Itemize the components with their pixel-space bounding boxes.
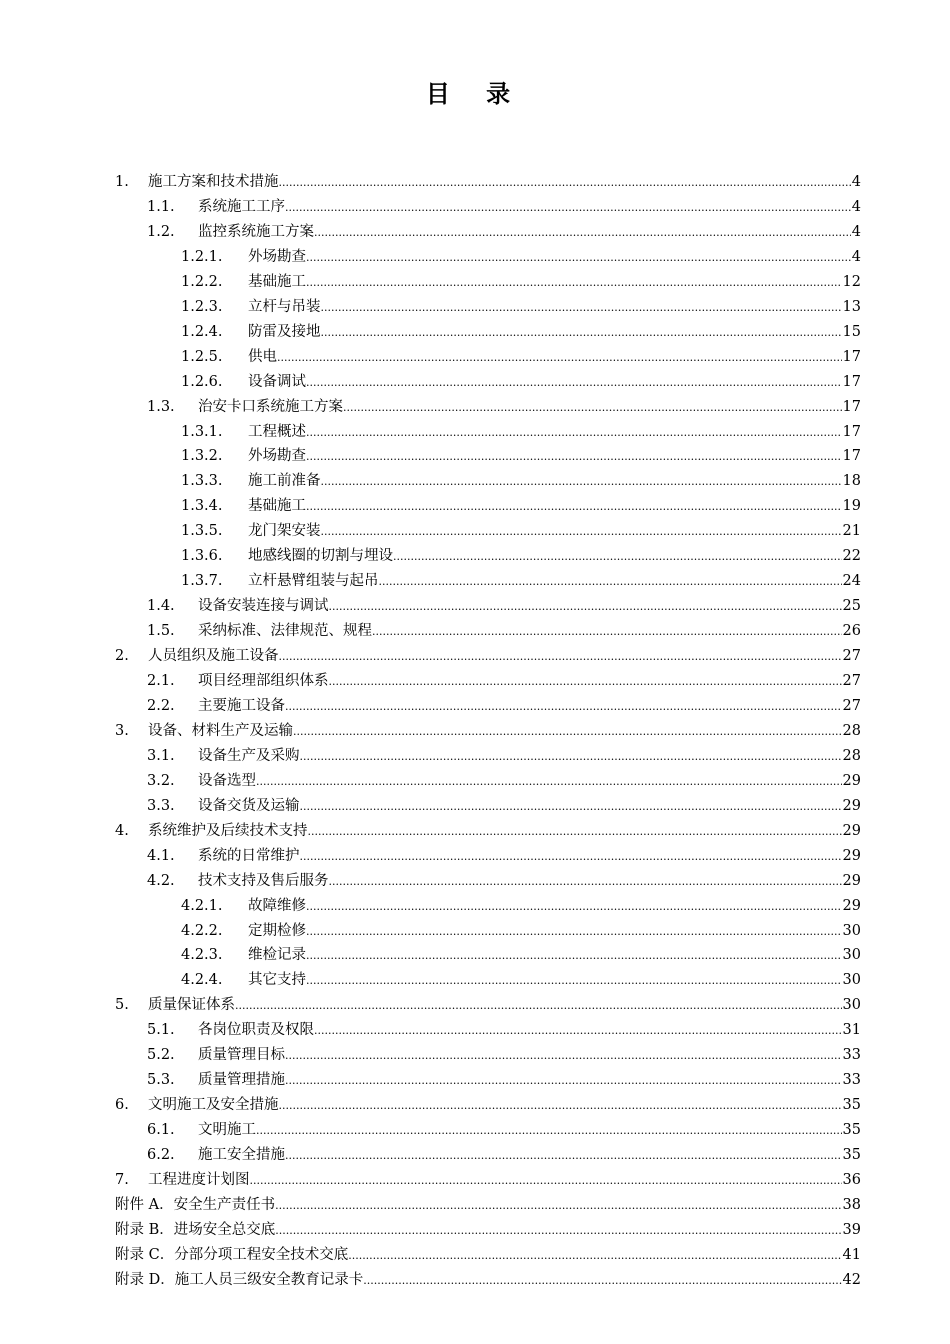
toc-page-number: 27 <box>842 697 861 714</box>
toc-dot-leader <box>343 395 842 420</box>
toc-page-number: 19 <box>842 498 861 515</box>
toc-entry-number: 3. <box>115 722 129 739</box>
toc-entry-number: 4.2.1. <box>181 897 223 914</box>
toc-entry-number: 1.4. <box>147 598 175 615</box>
toc-entry-title: 设备生产及采购 <box>198 747 300 764</box>
toc-page-number: 17 <box>842 423 861 440</box>
toc-entry-title: 文明施工 <box>198 1122 256 1139</box>
toc-entry-number: 1.3.2. <box>181 448 223 465</box>
toc-dot-leader <box>235 993 842 1018</box>
toc-entry-number: 1.1. <box>147 198 175 215</box>
toc-page-number: 18 <box>842 473 861 490</box>
toc-dot-leader <box>285 1043 842 1068</box>
toc-entry[interactable] <box>0 1168 950 1193</box>
toc-entry[interactable] <box>0 619 950 644</box>
toc-entry-number: 4.2.4. <box>181 972 223 989</box>
toc-page-number: 31 <box>842 1022 861 1039</box>
toc-dot-leader <box>321 469 842 494</box>
toc-entry-number: 4.1. <box>147 847 175 864</box>
toc-entry-number: 5.3. <box>147 1072 175 1089</box>
toc-page-number: 29 <box>842 897 861 914</box>
toc-dot-leader <box>321 320 842 345</box>
toc-page-number: 30 <box>842 972 861 989</box>
toc-entry-number: 1.3.5. <box>181 523 223 540</box>
toc-entry-number: 1.3.7. <box>181 573 223 590</box>
toc-entry-title: 外场勘查 <box>248 448 306 465</box>
toc-dot-leader <box>348 1243 841 1268</box>
toc-entry-number: 1.2.2. <box>181 273 223 290</box>
toc-entry-title: 龙门架安装 <box>248 523 321 540</box>
toc-dot-leader <box>393 544 842 569</box>
toc-dot-leader <box>300 744 842 769</box>
toc-dot-leader <box>314 1018 842 1043</box>
toc-entry[interactable] <box>0 1043 950 1068</box>
toc-dot-leader <box>363 1268 841 1293</box>
toc-dot-leader <box>379 569 842 594</box>
toc-page-number: 29 <box>842 872 861 889</box>
toc-entry-number: 3.1. <box>147 747 175 764</box>
toc-entry-title: 主要施工设备 <box>198 697 285 714</box>
toc-entry-title: 设备交货及运输 <box>198 797 300 814</box>
toc-entry-number: 6.2. <box>147 1147 175 1164</box>
toc-entry-title: 基础施工 <box>248 498 306 515</box>
toc-entry[interactable] <box>0 320 950 345</box>
toc-page-number: 17 <box>842 348 861 365</box>
toc-entry[interactable] <box>0 345 950 370</box>
toc-page-number: 27 <box>842 648 861 665</box>
toc-entry[interactable] <box>0 1193 950 1218</box>
toc-dot-leader <box>306 894 842 919</box>
toc-entry[interactable] <box>0 1218 950 1243</box>
toc-page-number: 4 <box>851 248 861 265</box>
toc-entry-title: 立杆与吊装 <box>248 298 321 315</box>
toc-entry-number: 5.2. <box>147 1047 175 1064</box>
toc-entry[interactable] <box>0 1068 950 1093</box>
toc-page-number: 33 <box>842 1072 861 1089</box>
toc-page-number: 35 <box>842 1097 861 1114</box>
toc-entry-number: 4.2.3. <box>181 947 223 964</box>
toc-entry-title: 设备选型 <box>198 772 256 789</box>
toc-entry[interactable] <box>0 719 950 744</box>
toc-dot-leader <box>256 769 842 794</box>
toc-entry-number: 4.2. <box>147 872 175 889</box>
toc-page-number: 24 <box>842 573 861 590</box>
toc-entry-title: 设备安装连接与调试 <box>198 598 329 615</box>
toc-dot-leader <box>285 694 842 719</box>
toc-entry-title: 附录 B．进场安全总交底 <box>115 1221 276 1238</box>
toc-entry[interactable] <box>0 669 950 694</box>
toc-dot-leader <box>308 819 842 844</box>
toc-dot-leader <box>329 669 842 694</box>
toc-entry-number: 6. <box>115 1097 129 1114</box>
toc-entry-number: 1.2.5. <box>181 348 223 365</box>
toc-page-number: 22 <box>842 548 861 565</box>
toc-page-number: 17 <box>842 373 861 390</box>
toc-page-number: 30 <box>842 922 861 939</box>
toc-dot-leader <box>279 1093 842 1118</box>
toc-page-number: 28 <box>842 722 861 739</box>
toc-dot-leader <box>329 869 842 894</box>
toc-entry[interactable] <box>0 245 950 270</box>
toc-entry-number: 5. <box>115 997 129 1014</box>
toc-entry[interactable] <box>0 844 950 869</box>
toc-dot-leader <box>306 270 842 295</box>
toc-entry-title: 附录 D．施工人员三级安全教育记录卡 <box>115 1271 364 1288</box>
toc-page-number: 21 <box>842 523 861 540</box>
toc-entry-number: 1. <box>115 174 129 190</box>
toc-entry-title: 工程概述 <box>248 423 306 440</box>
toc-entry[interactable] <box>0 1268 950 1293</box>
toc-entry-number: 1.2. <box>147 223 175 240</box>
toc-page-number: 33 <box>842 1047 861 1064</box>
toc-entry-number: 2.1. <box>147 673 175 689</box>
toc-entry-title: 工程进度计划图 <box>148 1172 250 1188</box>
toc-page-number: 30 <box>842 947 861 964</box>
toc-entry-title: 采纳标准、法律规范、规程 <box>198 623 372 640</box>
toc-entry-title: 其它支持 <box>248 972 306 989</box>
toc-entry-number: 1.2.1. <box>181 248 223 265</box>
toc-page-number: 30 <box>842 997 861 1014</box>
toc-page-number: 28 <box>842 747 861 764</box>
toc-dot-leader <box>277 345 842 370</box>
toc-entry[interactable] <box>0 295 950 320</box>
toc-entry[interactable] <box>0 1143 950 1168</box>
toc-dot-leader <box>256 1118 842 1143</box>
toc-page-number: 41 <box>842 1246 861 1263</box>
toc-entry[interactable] <box>0 444 950 469</box>
toc-entry[interactable] <box>0 1118 950 1143</box>
toc-entry-number: 3.2. <box>147 772 175 789</box>
toc-page-number: 27 <box>842 673 861 689</box>
toc-dot-leader <box>300 794 842 819</box>
toc-dot-leader <box>306 444 842 469</box>
toc-entry[interactable] <box>0 919 950 944</box>
toc-entry-number: 1.2.4. <box>181 323 223 340</box>
toc-entry[interactable] <box>0 195 950 220</box>
toc-page-number: 29 <box>842 797 861 814</box>
toc-entry-number: 1.3. <box>147 398 175 415</box>
toc-entry[interactable] <box>0 744 950 769</box>
toc-entry-title: 各岗位职责及权限 <box>198 1022 314 1039</box>
toc-entry[interactable] <box>0 395 950 420</box>
toc-dot-leader <box>314 220 851 245</box>
toc-entry-title: 定期检修 <box>248 922 306 939</box>
toc-entry[interactable] <box>0 594 950 619</box>
toc-dot-leader <box>321 295 842 320</box>
toc-dot-leader <box>250 1168 842 1193</box>
toc-entry-number: 7. <box>115 1172 129 1188</box>
toc-entry[interactable] <box>0 943 950 968</box>
toc-entry[interactable] <box>0 819 950 844</box>
toc-entry-title: 附录 C．分部分项工程安全技术交底 <box>115 1246 349 1263</box>
toc-page-number: 35 <box>842 1122 861 1139</box>
toc-entry-title: 维检记录 <box>248 947 306 964</box>
toc-dot-leader <box>306 968 842 993</box>
toc-dot-leader <box>275 1193 841 1218</box>
toc-page-number: 12 <box>842 273 861 290</box>
toc-page-number: 17 <box>842 448 861 465</box>
toc-entry[interactable] <box>0 469 950 494</box>
toc-entry-title: 施工方案和技术措施 <box>148 174 279 190</box>
toc-entry-title: 质量管理措施 <box>198 1072 285 1089</box>
toc-page-number: 29 <box>842 847 861 864</box>
toc-entry-number: 4. <box>115 822 129 839</box>
toc-page-number: 36 <box>842 1172 861 1188</box>
toc-entry[interactable] <box>0 370 950 395</box>
toc-dot-leader <box>372 619 842 644</box>
toc-entry-number: 1.2.3. <box>181 298 223 315</box>
toc-entry-title: 施工安全措施 <box>198 1147 285 1164</box>
toc-dot-leader <box>321 519 842 544</box>
toc-entry-title: 监控系统施工方案 <box>198 223 314 240</box>
toc-entry-title: 供电 <box>248 348 277 365</box>
toc-page-number: 4 <box>851 174 861 190</box>
toc-entry[interactable] <box>0 170 950 195</box>
toc-entry-title: 人员组织及施工设备 <box>148 648 279 665</box>
toc-dot-leader <box>275 1218 841 1243</box>
toc-entry[interactable] <box>0 694 950 719</box>
toc-entry-title: 附件 A．安全生产责任书 <box>115 1196 276 1213</box>
toc-dot-leader <box>306 245 851 270</box>
toc-entry[interactable] <box>0 270 950 295</box>
toc-dot-leader <box>285 1068 842 1093</box>
toc-entry-number: 1.3.1. <box>181 423 223 440</box>
toc-entry-title: 质量管理目标 <box>198 1047 285 1064</box>
toc-page-number: 29 <box>842 772 861 789</box>
toc-entry-title: 施工前准备 <box>248 473 321 490</box>
toc-entry-title: 基础施工 <box>248 273 306 290</box>
toc-entry-title: 技术支持及售后服务 <box>198 872 329 889</box>
toc-entry-number: 2. <box>115 648 129 665</box>
toc-dot-leader <box>300 844 842 869</box>
toc-page-number: 29 <box>842 822 861 839</box>
toc-dot-leader <box>279 644 842 669</box>
toc-page-number: 13 <box>842 298 861 315</box>
toc-entry-title: 系统维护及后续技术支持 <box>148 822 308 839</box>
toc-entry[interactable] <box>0 1093 950 1118</box>
toc-entry[interactable] <box>0 993 950 1018</box>
toc-entry[interactable] <box>0 894 950 919</box>
toc-entry-title: 质量保证体系 <box>148 997 235 1014</box>
toc-entry-number: 2.2. <box>147 697 175 714</box>
toc-page-number: 15 <box>842 323 861 340</box>
toc-dot-leader <box>306 919 842 944</box>
toc-dot-leader <box>279 170 851 195</box>
toc-page-number: 26 <box>842 623 861 640</box>
toc-entry[interactable] <box>0 519 950 544</box>
toc-page-number: 38 <box>842 1196 861 1213</box>
toc-page-number: 17 <box>842 398 861 415</box>
toc-entry[interactable] <box>0 1018 950 1043</box>
toc-entry-title: 外场勘查 <box>248 248 306 265</box>
toc-entry-title: 设备、材料生产及运输 <box>148 722 293 739</box>
toc-dot-leader <box>306 370 842 395</box>
toc-entry-title: 故障维修 <box>248 897 306 914</box>
toc-entry-title: 防雷及接地 <box>248 323 321 340</box>
toc-entry-number: 6.1. <box>147 1122 175 1139</box>
toc-entry[interactable] <box>0 494 950 519</box>
toc-entry[interactable] <box>0 220 950 245</box>
toc-dot-leader <box>293 719 842 744</box>
toc-dot-leader <box>306 494 842 519</box>
toc-entry[interactable] <box>0 569 950 594</box>
toc-dot-leader <box>285 1143 842 1168</box>
toc-entry-number: 4.2.2. <box>181 922 223 939</box>
toc-page-number: 25 <box>842 598 861 615</box>
toc-entry[interactable] <box>0 968 950 993</box>
toc-entry[interactable] <box>0 644 950 669</box>
toc-entry[interactable] <box>0 1243 950 1268</box>
toc-dot-leader <box>306 420 842 445</box>
toc-page-number: 35 <box>842 1147 861 1164</box>
toc-entry[interactable] <box>0 420 950 445</box>
toc-dot-leader <box>306 943 842 968</box>
toc-page-number: 4 <box>851 198 861 215</box>
page-title: 目 录 <box>425 79 525 108</box>
toc-entry-title: 系统的日常维护 <box>198 847 300 864</box>
toc-page-number: 39 <box>842 1221 861 1238</box>
toc-entry-number: 1.3.3. <box>181 473 223 490</box>
toc-entry-number: 1.2.6. <box>181 373 223 390</box>
toc-entry-title: 立杆悬臂组装与起吊 <box>248 573 379 590</box>
toc-entry-number: 1.3.6. <box>181 548 223 565</box>
toc-entry[interactable] <box>0 769 950 794</box>
toc-entry[interactable] <box>0 544 950 569</box>
toc-entry-number: 1.5. <box>147 623 175 640</box>
toc-entry-number: 1.3.4. <box>181 498 223 515</box>
toc-dot-leader <box>285 195 851 220</box>
toc-entry-title: 文明施工及安全措施 <box>148 1097 279 1114</box>
toc-entry[interactable] <box>0 869 950 894</box>
toc-page-number: 4 <box>851 223 861 240</box>
toc-entry-title: 系统施工工序 <box>198 198 285 215</box>
toc-entry-number: 3.3. <box>147 797 175 814</box>
toc-page-number: 42 <box>842 1271 861 1288</box>
toc-entry[interactable] <box>0 794 950 819</box>
toc-entry-title: 治安卡口系统施工方案 <box>198 398 343 415</box>
toc-entry-title: 设备调试 <box>248 373 306 390</box>
toc-entry-number: 5.1. <box>147 1022 175 1039</box>
toc-entry-title: 项目经理部组织体系 <box>198 673 329 689</box>
toc-entry-title: 地感线圈的切割与埋设 <box>248 548 393 565</box>
toc-dot-leader <box>329 594 842 619</box>
